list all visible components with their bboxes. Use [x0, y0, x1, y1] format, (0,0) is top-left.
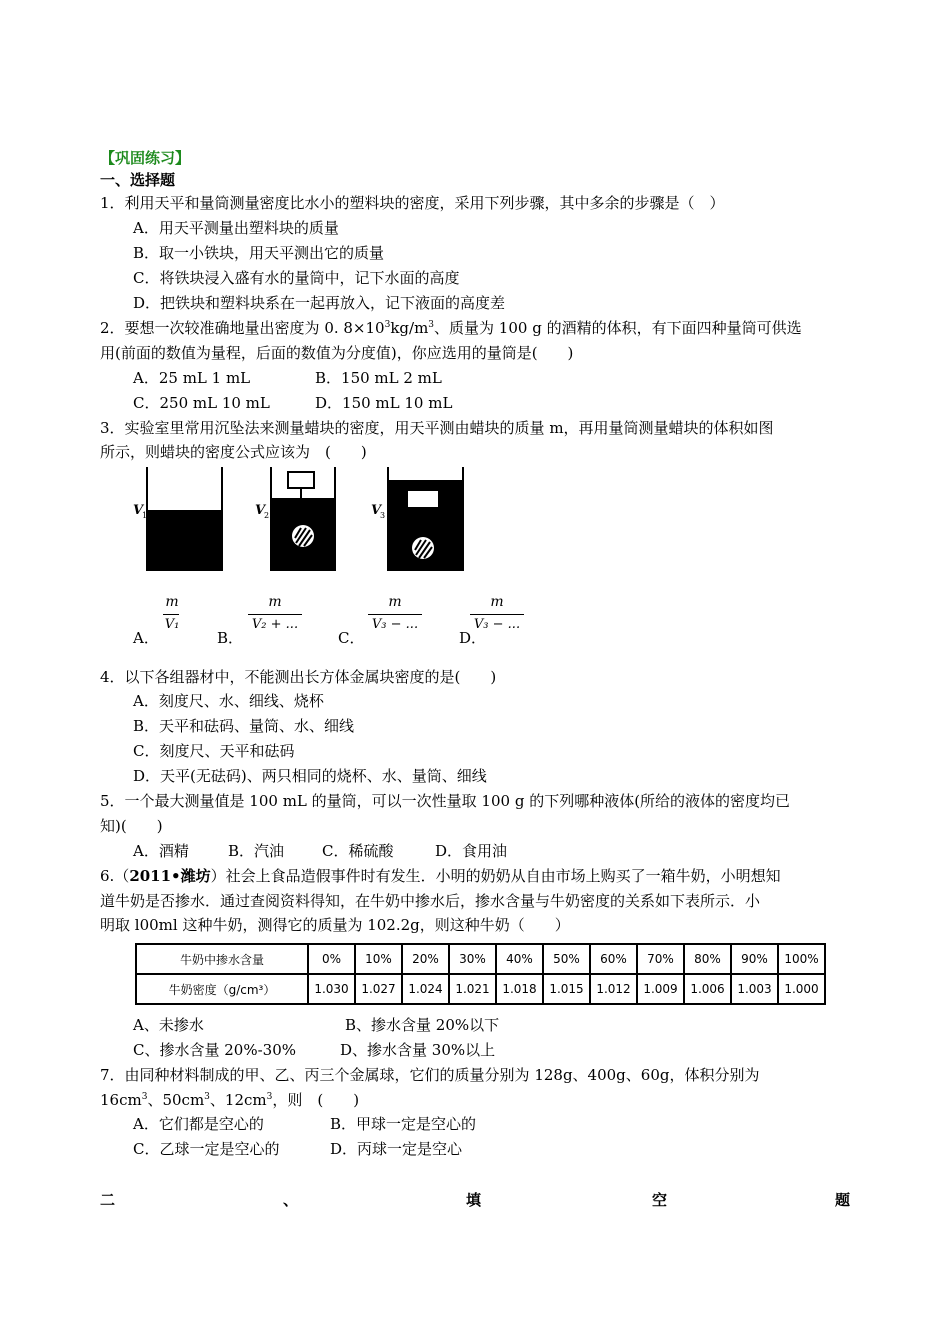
q2-stem-line1: 2．要想一次较准确地量出密度为 0. $8\times 10^3kg/m^3$、质量为 100 g 的酒精的体积，有下面四种量筒可供选: [100, 319, 802, 337]
measuring-cylinders-figure: [125, 462, 470, 582]
q6-source: 2011•潍坊: [129, 867, 211, 885]
table-cell: 50%: [543, 944, 590, 974]
q3-option-c: C．: [338, 629, 365, 647]
table-cell: 1.000: [778, 974, 825, 1004]
table-cell: 1.009: [637, 974, 684, 1004]
svg-text:3: 3: [380, 511, 386, 520]
table-cell: 1.018: [496, 974, 543, 1004]
svg-text:V: V: [371, 503, 382, 518]
q1-stem: 1．利用天平和量筒测量密度比水小的塑料块的密度，采用下列步骤，其中多余的步骤是（ ）: [100, 194, 725, 212]
table-cell: 1.027: [355, 974, 402, 1004]
milk-density-table: [135, 943, 826, 1005]
q7-option-d: D．丙球一定是空心: [330, 1140, 463, 1158]
q7-option-b: B．甲球一定是空心的: [330, 1115, 477, 1133]
q1-option-c: C．将铁块浸入盛有水的量筒中，记下水面的高度: [133, 269, 460, 287]
q4-option-a: A．刻度尺、水、细线、烧杯: [133, 692, 324, 710]
q3-d-numerator: m: [490, 594, 504, 610]
q7-stem-line1: 7．由同种材料制成的甲、乙、丙三个金属球，它们的质量分别为 128g、400g、60g，体积分别为: [100, 1066, 760, 1084]
q6-stem-line2: 道牛奶是否掺水．通过查阅资料得知，在牛奶中掺水后，掺水含量与牛奶密度的关系如下表所示．小: [100, 892, 761, 910]
q1-option-a: A．用天平测量出塑料块的质量: [133, 219, 339, 237]
q7-option-a: A．它们都是空心的: [133, 1115, 264, 1133]
q3-option-d: D．: [459, 629, 487, 647]
table-cell: 70%: [637, 944, 684, 974]
q7-stem-line2: $16cm^3$、$50cm^3$、$12cm^3$，则 ( ): [100, 1091, 360, 1109]
table-cell: 60%: [590, 944, 637, 974]
q3-a-denominator: V₁: [164, 617, 180, 632]
cylinder-v2: [255, 467, 335, 570]
q5-option-c: C．稀硫酸: [322, 842, 394, 860]
q1-option-d: D．把铁块和塑料块系在一起再放入，记下液面的高度差: [133, 294, 506, 312]
q6-stem-line3: 明取 l00ml 这种牛奶，测得它的质量为 102.2g，则这种牛奶（ ）: [100, 916, 570, 934]
q4-option-b: B．天平和砝码、量筒、水、细线: [133, 717, 355, 735]
table-cell: 1.006: [684, 974, 731, 1004]
q6-option-a: A、未掺水: [133, 1016, 204, 1034]
q6-option-d: D、掺水含量 30%以上: [340, 1041, 496, 1059]
q4-stem: 4．以下各组器材中，不能测出长方体金属块密度的是( ): [100, 668, 497, 686]
q5-stem-line1: 5．一个最大测量值是 100 mL 的量筒，可以一次性量取 100 g 的下列哪种液体(所给的液体的密度均已: [100, 792, 791, 810]
q2-option-c: C．250 mL 10 mL: [133, 394, 270, 412]
q3-d-denominator: V₃ − ...: [473, 617, 521, 632]
table-cell: 80%: [684, 944, 731, 974]
table-cell: 100%: [778, 944, 825, 974]
table-cell: 1.030: [308, 974, 355, 1004]
table-cell: 10%: [355, 944, 402, 974]
q2-stem-line2: 用(前面的数值为量程，后面的数值为分度值)，你应选用的量筒是( ): [100, 344, 574, 362]
q5-option-b: B．汽油: [228, 842, 285, 860]
part1-title: 一、选择题: [100, 171, 176, 189]
q1-option-b: B．取一小铁块，用天平测出它的质量: [133, 244, 385, 262]
table-row: [136, 974, 825, 1004]
table-cell: 0%: [308, 944, 355, 974]
q2-option-b: B．150 mL 2 mL: [315, 369, 442, 387]
table-row-header: 牛奶中掺水含量: [136, 944, 308, 974]
part2-title: 二 、 填 空 题: [100, 1191, 851, 1209]
table-cell: 20%: [402, 944, 449, 974]
cylinder-v1: [133, 467, 222, 570]
q2-option-d: D．150 mL 10 mL: [315, 394, 453, 412]
table-row-header: 牛奶密度（g/cm³）: [136, 974, 308, 1004]
table-cell: 1.012: [590, 974, 637, 1004]
table-cell: 90%: [731, 944, 778, 974]
q7-option-c: C．乙球一定是空心的: [133, 1140, 280, 1158]
q3-c-denominator: V₃ − ...: [371, 617, 419, 632]
q5-option-d: D．食用油: [435, 842, 508, 860]
q3-b-denominator: V₂ + ...: [251, 617, 299, 632]
svg-text:V: V: [255, 503, 266, 518]
q3-a-fraction-bar: [163, 614, 179, 615]
q3-stem-line2: 所示，则蜡块的密度公式应该为 ( ): [100, 443, 367, 461]
cylinder-v3: [371, 467, 463, 570]
table-cell: 40%: [496, 944, 543, 974]
table-cell: 1.024: [402, 974, 449, 1004]
table-cell: 1.021: [449, 974, 496, 1004]
table-cell: 1.015: [543, 974, 590, 1004]
section-header: 【巩固练习】: [100, 149, 191, 167]
q2-option-a: A．25 mL 1 mL: [133, 369, 251, 387]
q5-stem-line2: 知)( ): [100, 817, 163, 835]
svg-text:2: 2: [264, 511, 270, 520]
svg-text:1: 1: [142, 511, 148, 520]
q4-option-d: D．天平(无砝码)、两只相同的烧杯、水、量筒、细线: [133, 767, 487, 785]
q3-b-fraction-bar: [248, 614, 302, 615]
q4-option-c: C．刻度尺、天平和砝码: [133, 742, 295, 760]
q3-c-numerator: m: [388, 594, 402, 610]
table-cell: 1.003: [731, 974, 778, 1004]
table-cell: 30%: [449, 944, 496, 974]
q6-option-c: C、掺水含量 20%-30%: [133, 1041, 296, 1059]
q6-option-b: B、掺水含量 20%以下: [345, 1016, 500, 1034]
table-row: [136, 944, 825, 974]
q3-a-numerator: m: [165, 594, 179, 610]
q3-option-a: A．: [133, 629, 159, 647]
q3-b-numerator: m: [268, 594, 282, 610]
q5-option-a: A．酒精: [133, 842, 189, 860]
q3-d-fraction-bar: [470, 614, 524, 615]
q3-option-b: B．: [217, 629, 244, 647]
q3-stem-line1: 3．实验室里常用沉坠法来测量蜡块的密度，用天平测由蜡块的质量 m，再用量筒测量蜡块的体积如图: [100, 419, 774, 437]
svg-text:V: V: [133, 503, 144, 518]
q6-stem-line1: 6.（2011•潍坊）社会上食品造假事件时有发生．小明的奶奶从自由市场上购买了一箱牛奶，小明想知: [100, 867, 781, 885]
q3-c-fraction-bar: [368, 614, 422, 615]
